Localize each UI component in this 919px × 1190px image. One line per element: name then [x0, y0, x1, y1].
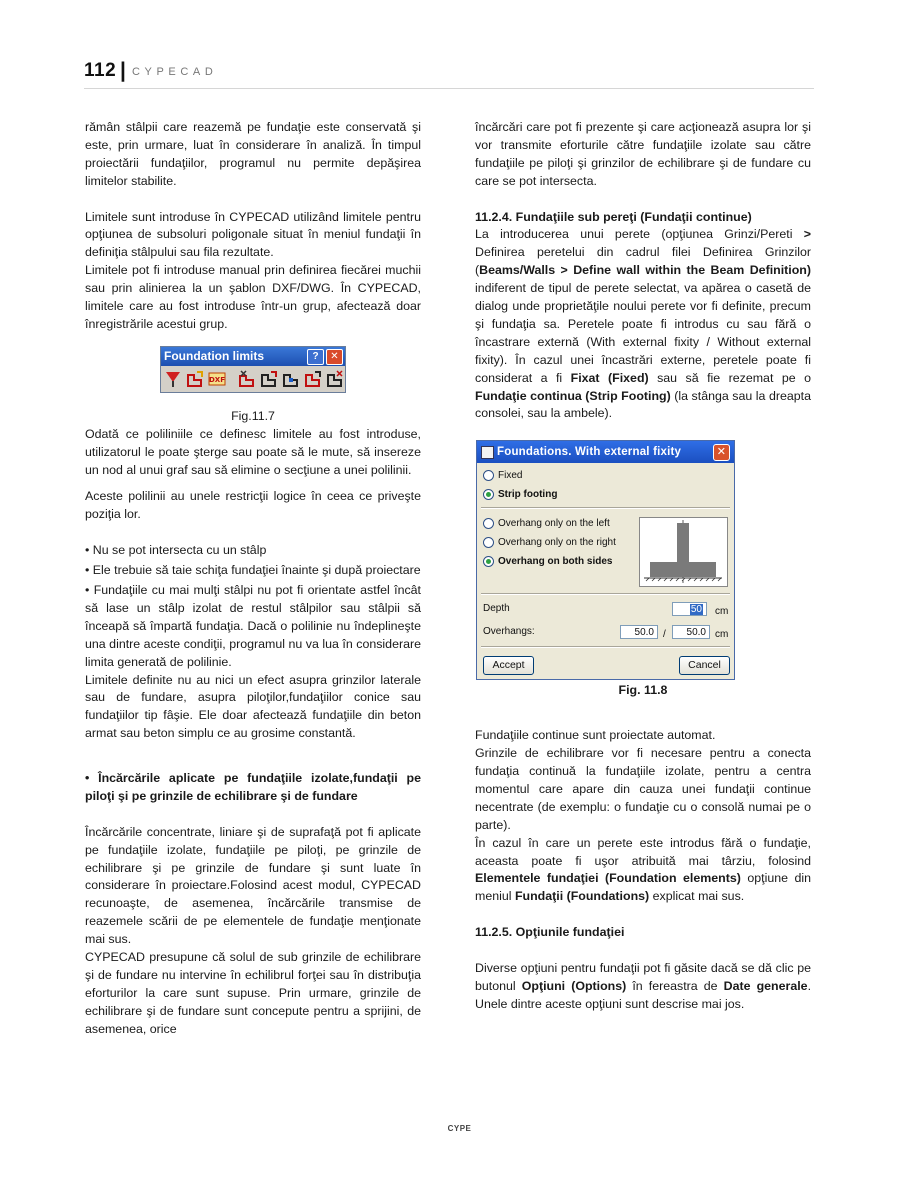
paragraph: Diverse opţiuni pentru fundaţii pot fi găsite dacă se dă clic pe butonul Opţiuni (Options) în fereastra de Date generale. Unele dintre aceste opţiuni sunt descrise mai jos. — [475, 960, 812, 1011]
table-icon — [481, 446, 494, 459]
paragraph: rămân stâlpii care reazemă pe fundaţie este conservată şi este, prin urmare, luat în considerare în analiză. În timpul proiectării fundaţiilor, programul nu permite depăşirea limitelor stabilite. — [85, 120, 421, 188]
paragraph: Limitele sunt introduse în CYPECAD utilizând limitele pentru opţiunea de subsoluri poligonale situat în meniul fundaţii în definiţia stâlpului sau fila rezultate. — [85, 209, 421, 260]
page-footer: CYPE — [447, 1124, 472, 1133]
paragraph: Limitele definite nu au nici un efect asupra grinzilor laterale sau de fundare, asupra piloţilor,fundaţiilor conice sau fundaţiilor tip fâşie. Ele doar afectează fundaţiile din beton armat sau beton simplu ce au grosime constantă. — [85, 672, 421, 741]
section-heading: 11.2.5. Opţiunile fundaţiei — [475, 925, 625, 940]
radio-fixed[interactable]: Fixed — [477, 466, 734, 485]
radio-strip-footing[interactable]: Strip footing — [477, 485, 734, 504]
section-heading: • Încărcările aplicate pe fundaţiile izolate,fundaţii pe piloţi şi pe grinzile de echilibrare şi de fundare — [85, 771, 421, 803]
toolbar-titlebar — [161, 347, 345, 366]
insert-node-icon[interactable] — [281, 369, 301, 389]
page-header — [84, 58, 814, 89]
dialog-titlebar — [477, 441, 734, 463]
dialog-close-button[interactable]: ✕ — [713, 444, 730, 461]
radio-overhang-right[interactable]: Overhang only on the right — [477, 533, 734, 552]
foundation-limits-toolbar — [160, 346, 346, 393]
list-item: • Nu se pot intersecta cu un stâlp — [85, 543, 267, 558]
accept-button[interactable]: Accept — [483, 656, 534, 675]
toolbar-buttons — [161, 366, 345, 392]
footing-preview-image — [639, 517, 728, 587]
overhang-group — [477, 514, 734, 590]
dxf-template-icon[interactable] — [207, 369, 227, 389]
radio-overhang-both[interactable]: Overhang on both sides — [477, 552, 734, 571]
paragraph: Grinzile de echilibrare vor fi necesare pentru a conecta fundaţia continuă la fundaţiile izolate, pentru a centra momentul care apare din cauza unei fundaţii continue necentrate (de exemplu: o fundaţie cu o consolă numai pe o parte). — [475, 746, 811, 832]
delete-limit-icon[interactable] — [163, 369, 183, 389]
radio-circle[interactable] — [483, 518, 494, 529]
draw-limit-icon[interactable] — [185, 369, 205, 389]
edit-limit-icon[interactable] — [237, 369, 257, 389]
remove-node-icon[interactable] — [303, 369, 323, 389]
overhangs-row — [477, 621, 734, 643]
figure-caption: Fig. 11.8 — [618, 683, 668, 698]
overhang-unit: cm — [715, 629, 729, 641]
move-limit-icon[interactable] — [259, 369, 279, 389]
paragraph: Fundaţiile continue sunt proiectate automat. — [475, 728, 716, 743]
foundations-dialog — [476, 440, 735, 680]
radio-circle[interactable] — [483, 537, 494, 548]
page-number: 112 — [84, 60, 117, 81]
delete-section-icon[interactable] — [325, 369, 345, 389]
depth-row — [477, 598, 734, 620]
left-column — [85, 119, 421, 1039]
overhang-right-input[interactable]: 50.0 — [672, 625, 710, 639]
cancel-button[interactable]: Cancel — [679, 656, 730, 675]
depth-label: Depth — [483, 603, 510, 615]
overhangs-label: Overhangs: — [483, 626, 535, 638]
help-button[interactable]: ? — [307, 349, 324, 365]
brand-name: CYPECAD — [132, 66, 218, 78]
header-separator: | — [120, 59, 126, 82]
dialog-title: Foundations. With external fixity — [497, 446, 682, 459]
svg-text:DXF: DXF — [209, 375, 225, 384]
depth-unit: cm — [715, 606, 729, 618]
radio-circle[interactable] — [483, 556, 494, 567]
paragraph: La introducerea unui perete (opţiunea Grinzi/Pereti > Definirea peretelui din cadrul filei Definirea Grinzilor (Beams/Walls > Define wall within the Beam Definition) indiferent de tipul de perete selectat, va apărea o casetă de dialog unde proprietăţile noului perete vor fi definite, precum şi fundaţia sa. Peretele poate fi introdus cu sau fără o încastrare externă (With external fixity / Without external fixity). În cazul unei încastrări externe, peretele poate fi considerat a fi Fixat (Fixed) sau să fie rezemat pe o Fundaţie continua (Strip Footing) (la stânga sau la dreapta consolei, sau la ambele). — [475, 227, 811, 421]
paragraph: Încărcările concentrate, liniare şi de suprafaţă pot fi aplicate pe fundaţiile izolate, fundaţiile pe piloţi, pe grinzile de echilibrare şi pe grinzile de fundare şi sunt luate în considerare în proiectare.Folosind acest modul, CYPECAD recunoaşte, de asemenea, încărcările transmise de reazemele scării de pe elementele de fundaţie menţionate mai sus. — [85, 824, 421, 947]
right-column — [475, 119, 811, 1014]
overhang-separator: / — [663, 629, 666, 641]
list-item: • Fundaţiile cu mai mulţi stâlpi nu pot fi orientate astfel încât să lase un stâlp izolat de restul stâlpilor sau stâlpii să înceapă să împartă fundaţia. Dacă o polilinie nu îndeplineşte una dintre aceste condiţii, programul nu va lua în considerare limita generată de polilinie. — [85, 583, 421, 669]
toolbar-title: Foundation limits — [164, 348, 264, 363]
radio-circle[interactable] — [483, 470, 494, 481]
overhang-left-input[interactable]: 50.0 — [620, 625, 658, 639]
paragraph: CYPECAD presupune că solul de sub grinzile de echilibrare şi de fundare nu intervine în echilibrul forţei sau în distribuţia eforturilor la care sunt supuse. Prin urmare, grinzile de echilibrare şi de fundare sunt concepute pentru a sprijini, de asemenea, orice — [85, 950, 421, 1036]
paragraph: Limitele pot fi introduse manual prin definirea fiecărei muchii sau prin alinierea la un şablon DXF/DWG. În CYPECAD, limitele care au fost introduse într-un grup, afectează doar înregistrările acestui grup. — [85, 263, 421, 331]
radio-overhang-left[interactable]: Overhang only on the left — [477, 514, 734, 533]
dialog-buttons — [477, 651, 734, 679]
section-heading: 11.2.4. Fundaţiile sub pereţi (Fundaţii continue) — [475, 209, 752, 224]
paragraph: Aceste polilinii au unele restricţii logice în ceea ce priveşte poziţia lor. — [85, 489, 421, 522]
paragraph: Odată ce poliliniile ce definesc limitele au fost introduse, utilizatorul le poate şterge sau poate să le mute, să insereze un nod al unui graf sau să elimine o secţiune a unei polilinii. — [85, 426, 421, 477]
paragraph: încărcări care pot fi prezente şi care acţionează asupra lor şi vor transmite eforturile către fundaţiile izolate sau către fundaţiile pe piloţi şi grinzilor de echilibrare şi de fundare cu care se pot intersecta. — [475, 120, 811, 188]
radio-circle[interactable] — [483, 489, 494, 500]
list-item: • Ele trebuie să taie schiţa fundaţiei înainte şi după proiectare — [85, 563, 421, 578]
depth-input[interactable]: 50 — [672, 602, 707, 616]
close-button[interactable]: ✕ — [326, 349, 343, 365]
paragraph: În cazul în care un perete este introdus fără o fundaţie, aceasta poate fi uşor atribuită mai târziu, folosind Elementele fundaţiei (Foundation elements) opţiune din meniul Fundaţii (Foundations) explicat mai sus. — [475, 835, 811, 904]
figure-caption: Fig.11.7 — [231, 408, 275, 423]
